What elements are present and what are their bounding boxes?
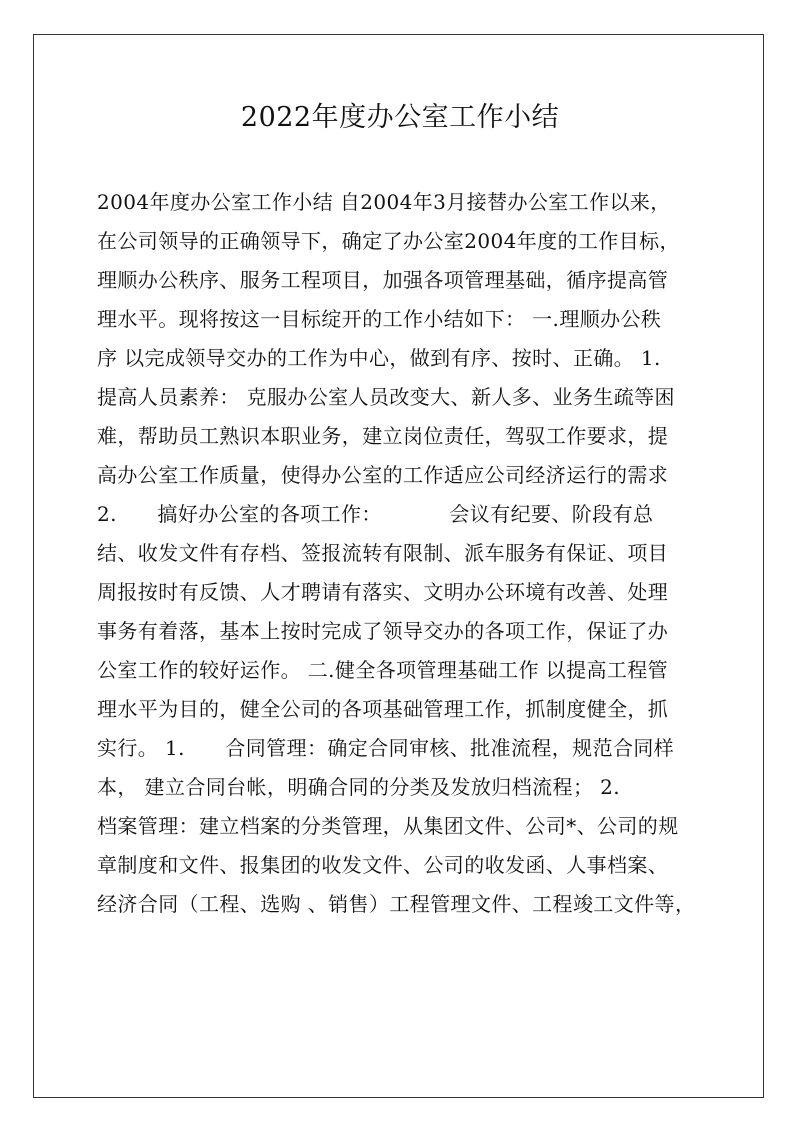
body-line: 提高人员素养： 克服办公室人员改变大、新人多、业务生疏等困 xyxy=(97,385,675,409)
body-line: 结、收发文件有存档、签报流转有限制、派车服务有保证、项目 xyxy=(97,541,669,565)
body-line: 序 以完成领导交办的工作为中心，做到有序、按时、正确。 1. xyxy=(97,346,661,370)
body-line: 章制度和文件、报集团的收发文件、公司的收发函、人事档案、 xyxy=(97,853,669,877)
body-line: 在公司领导的正确领导下，确定了办公室2004年度的工作目标， xyxy=(97,229,680,253)
body-line: 难，帮助员工熟识本职业务，建立岗位责任，驾驭工作要求，提 xyxy=(97,424,669,448)
body-line: 2004年度办公室工作小结 自2004年3月接替办公室工作以来， xyxy=(97,190,671,214)
body-line: 理水平。现将按这一目标绽开的工作小结如下： 一.理顺办公秩 xyxy=(97,307,662,331)
document-body xyxy=(97,183,707,924)
body-line: 理水平为目的，健全公司的各项基础管理工作，抓制度健全，抓 xyxy=(97,697,669,721)
body-line: 事务有着落，基本上按时完成了领导交办的各项工作，保证了办 xyxy=(97,619,669,643)
body-line: 公室工作的较好运作。 二.健全各项管理基础工作 以提高工程管 xyxy=(97,658,669,682)
body-line: 2. 搞好办公室的各项工作： 会议有纪要、阶段有总 xyxy=(97,502,654,526)
body-line: 实行。 1. 合同管理：确定合同审核、批准流程，规范合同样 xyxy=(97,736,675,760)
body-line: 经济合同（工程、选购 、销售）工程管理文件、工程竣工文件等， xyxy=(97,892,696,916)
body-line: 周报按时有反馈、人才聘请有落实、文明办公环境有改善、处理 xyxy=(97,580,669,604)
body-line: 本， 建立合同台帐，明确合同的分类及发放归档流程； 2. xyxy=(97,775,620,799)
body-line: 理顺办公秩序、服务工程项目，加强各项管理基础，循序提高管 xyxy=(97,268,669,292)
document-title: 2022年度办公室工作小结 xyxy=(240,102,560,133)
body-line: 高办公室工作质量，使得办公室的工作适应公司经济运行的需求 xyxy=(97,463,669,487)
body-line: 档案管理：建立档案的分类管理，从集团文件、公司*、公司的规 xyxy=(97,814,679,838)
